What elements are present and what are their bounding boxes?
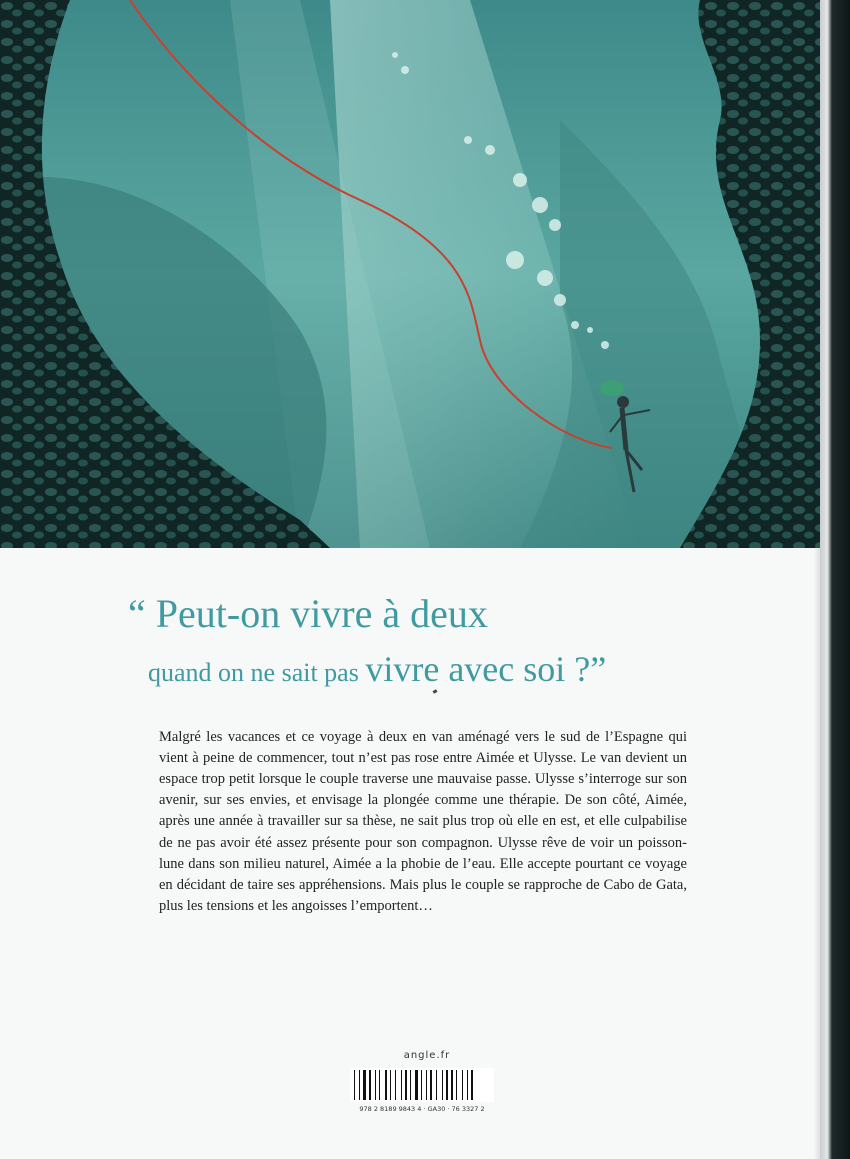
divider-mark <box>433 689 438 694</box>
spine-edge <box>820 0 850 1159</box>
synopsis-paragraph: Malgré les vacances et ce voyage à deux en van aménagé vers le sud de l’Espagne qui vient à peine de commencer, tout n’est pas rose entre Aimée et Ulysse. Le van devient un espace trop petit lorsque le couple traverse une mauvaise passe. Ulysse s’interroge sur son avenir, sur ses envies, et envisage la plongée comme une thérapie. De son côté, Aimée, après une année à travailler sur sa thèse, ne sait plus trop où elle en est, et elle culpabilise de ne pas avoir été assez présente pour son compagnon. Ulysse rêve de voir un poisson-lune dans son milieu naturel, Aimée a la phobie de l’eau. Elle accepte pourtant ce voyage en décidant de taire ses appréhensions. Mais plus le couple se rapproche de Cabo de Gata, plus les tensions et les angoisses l’emportent… <box>159 728 687 915</box>
barcode <box>350 1068 494 1102</box>
underwater-illustration <box>0 0 850 548</box>
publisher-url: angle.fr <box>403 1050 451 1061</box>
tagline-line-2-prefix: quand on ne sait pas <box>148 658 366 687</box>
tagline-line-1: “ Peut-on vivre à deux <box>128 591 488 636</box>
tagline-line-2-emphasis: vivre avec soi ?” <box>365 649 607 689</box>
tagline-line-2 <box>148 648 850 690</box>
page-edge-shadow <box>814 548 820 1159</box>
isbn-number: 978 2 8189 9843 4 · GA30 · 76 3327 2 <box>359 1105 485 1113</box>
